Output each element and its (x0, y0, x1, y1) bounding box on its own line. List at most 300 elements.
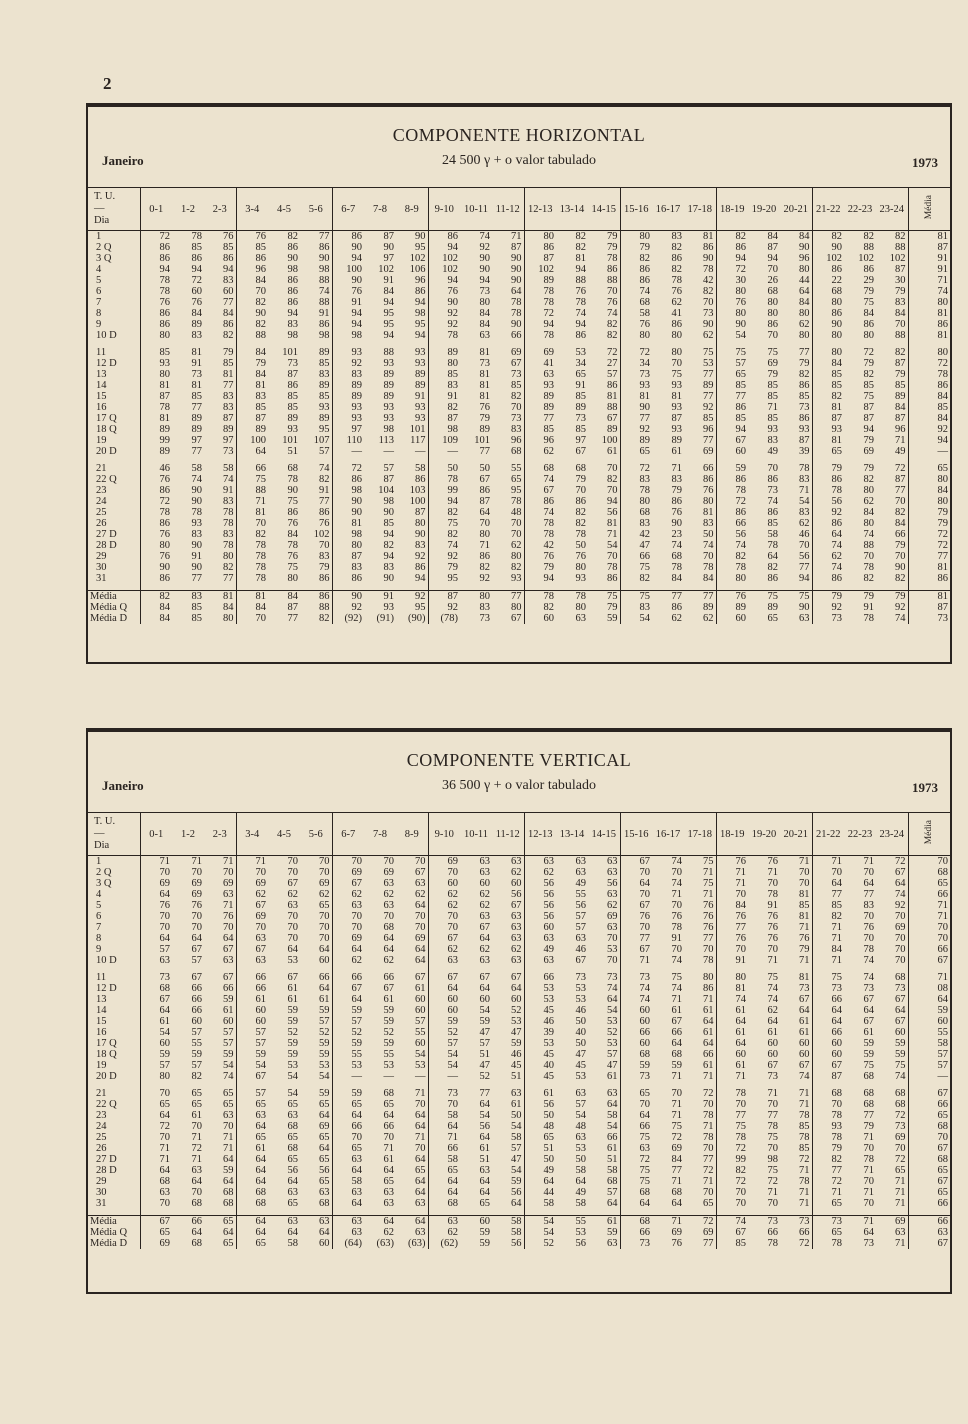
summary-value: 78 (556, 591, 588, 603)
summary-value: 75 (780, 591, 812, 603)
value-cell: 72 (895, 1154, 906, 1165)
value-cell: 98 (287, 264, 298, 275)
value-cell: 65 (287, 1132, 298, 1143)
value-cell: 83 (863, 900, 874, 911)
value-cell: 90 (620, 402, 652, 413)
value-cell: 82 (479, 562, 490, 573)
value-cell: 81 (703, 507, 714, 518)
day-label: 18 Q (96, 424, 117, 435)
value-cell: 46 (140, 463, 172, 474)
value-cell: 71 (812, 1187, 844, 1198)
column-header: 9-10 (428, 813, 460, 856)
value-cell: 94 (575, 319, 586, 330)
value-cell: 94 (428, 275, 460, 286)
value-cell: 59 (191, 1049, 202, 1060)
day-label: 4 (96, 264, 102, 275)
value-cell: 85 (223, 358, 234, 369)
value-cell: 71 (863, 1132, 874, 1143)
value-cell: 70 (332, 911, 364, 922)
value-cell: 67 (287, 878, 298, 889)
value-cell: 67 (716, 435, 748, 446)
value-cell: 78 (236, 551, 268, 562)
value-cell: 59 (895, 1049, 906, 1060)
value-cell: 64 (767, 551, 778, 562)
value-cell: 86 (863, 319, 874, 330)
value-cell: 64 (332, 1110, 364, 1121)
summary-value: 78 (863, 613, 874, 624)
value-cell: 64 (607, 1099, 618, 1110)
value-cell: 71 (191, 856, 202, 867)
value-cell: 90 (812, 242, 844, 253)
value-cell: 49 (767, 446, 778, 457)
summary-value: 65 (767, 613, 778, 624)
value-cell: 70 (767, 330, 778, 341)
value-cell: 70 (223, 1121, 234, 1132)
value-cell: 99 (716, 1154, 748, 1165)
value-cell: 71 (895, 1187, 906, 1198)
value-cell: 85 (511, 380, 522, 391)
value-cell: 70 (319, 911, 330, 922)
value-cell: 76 (524, 551, 556, 562)
value-cell: 68 (383, 1088, 394, 1099)
value-cell: 70 (140, 1132, 172, 1143)
summary-value: 77 (287, 613, 298, 624)
day-label: 1 (96, 856, 102, 867)
value-cell: 89 (415, 380, 426, 391)
value-cell: 60 (223, 286, 234, 297)
value-cell: 67 (620, 856, 652, 868)
day-label: 6 (96, 286, 102, 297)
table-row (88, 933, 950, 944)
value-cell: 70 (191, 1187, 202, 1198)
value-cell: 70 (479, 518, 490, 529)
day-media: 59 (908, 1005, 950, 1016)
value-cell: 72 (140, 1121, 172, 1132)
value-cell: 84 (287, 529, 298, 540)
value-cell: 55 (415, 1027, 426, 1038)
value-cell: 64 (415, 1154, 426, 1165)
table-row (88, 1187, 950, 1198)
summary-value: 82 (140, 591, 172, 603)
value-cell: 54 (287, 1071, 298, 1082)
value-cell: 64 (671, 1198, 682, 1209)
value-cell: 102 (378, 264, 394, 275)
value-cell: 100 (601, 435, 618, 446)
panel-title: COMPONENTE VERTICAL (406, 750, 632, 770)
value-cell: 78 (223, 507, 234, 518)
day-label: 25 (96, 1132, 107, 1143)
value-cell: 72 (620, 1154, 652, 1165)
value-cell: 62 (524, 446, 556, 457)
value-cell: 78 (428, 330, 460, 341)
value-cell: 64 (415, 900, 426, 911)
table-row (88, 231, 950, 243)
value-cell: 65 (140, 1099, 172, 1110)
value-cell: 86 (812, 264, 844, 275)
value-cell: 78 (767, 540, 778, 551)
vertical-data-table (88, 812, 950, 1249)
table-row (88, 1049, 950, 1060)
value-cell: 64 (415, 1187, 426, 1198)
value-cell: 64 (383, 1165, 394, 1176)
summary-value: (64) (332, 1238, 364, 1249)
value-cell: 61 (287, 994, 298, 1005)
day-media: 71 (908, 900, 950, 911)
value-cell: 91 (223, 485, 234, 496)
value-cell: 90 (511, 275, 522, 286)
value-cell: 51 (607, 1154, 618, 1165)
value-cell: 34 (620, 358, 652, 369)
value-cell: 87 (524, 253, 556, 264)
value-cell: 54 (575, 1110, 586, 1121)
column-header: 0-1 (140, 813, 172, 856)
summary-value: 89 (703, 602, 714, 613)
day-media: 71 (908, 911, 950, 922)
value-cell: 72 (703, 1088, 714, 1099)
value-cell: 70 (716, 1099, 748, 1110)
value-cell: 45 (524, 1071, 556, 1082)
value-cell: 99 (428, 485, 460, 496)
value-cell: 63 (620, 1143, 652, 1154)
value-cell: 85 (428, 369, 460, 380)
value-cell: 71 (812, 922, 844, 933)
value-cell: 60 (620, 1038, 652, 1049)
value-cell: 64 (319, 983, 330, 994)
table-row (88, 347, 950, 358)
value-cell: 70 (607, 955, 618, 966)
value-cell: 71 (895, 435, 906, 446)
value-cell: 66 (236, 463, 268, 474)
value-cell: 74 (607, 308, 618, 319)
table-row (88, 369, 950, 380)
value-cell: 85 (716, 413, 748, 424)
value-cell: 88 (863, 242, 874, 253)
value-cell: 90 (511, 264, 522, 275)
column-header: 1-2 (172, 188, 204, 231)
value-cell: 70 (287, 933, 298, 944)
day-label: 22 Q (96, 1099, 117, 1110)
value-cell: 98 (332, 330, 364, 341)
day-label: 27 D (96, 529, 117, 540)
value-cell: 59 (140, 1049, 172, 1060)
value-cell: 80 (575, 562, 586, 573)
value-cell: 62 (428, 944, 460, 955)
value-cell: 54 (511, 1121, 522, 1132)
summary-label: Média D (90, 1238, 128, 1249)
value-cell: 70 (575, 485, 586, 496)
value-cell: 63 (415, 1198, 426, 1209)
day-media: 84 (908, 391, 950, 402)
value-cell: 72 (799, 1154, 810, 1165)
value-cell: 64 (703, 1016, 714, 1027)
column-header: 3-4 (236, 813, 268, 856)
value-cell: 63 (479, 867, 490, 878)
value-cell: 90 (703, 253, 714, 264)
value-cell: 79 (479, 413, 490, 424)
value-cell: 61 (191, 1110, 202, 1121)
value-cell: 78 (703, 1132, 714, 1143)
value-cell: 71 (511, 231, 522, 242)
value-cell: 70 (428, 1099, 460, 1110)
column-header: 11-12 (492, 188, 524, 231)
column-header: 4-5 (268, 188, 300, 231)
value-cell: 74 (223, 1071, 234, 1082)
value-cell: 83 (671, 231, 682, 242)
day-media: 66 (908, 1198, 950, 1209)
value-cell: 80 (620, 496, 652, 507)
column-header: 8-9 (396, 188, 428, 231)
day-media: 79 (908, 507, 950, 518)
value-cell: 65 (236, 1099, 268, 1110)
value-cell: 54 (511, 1165, 522, 1176)
value-cell: 101 (282, 347, 298, 358)
value-cell: 54 (479, 1005, 490, 1016)
value-cell: 74 (479, 231, 490, 242)
value-cell: 66 (191, 1005, 202, 1016)
day-media: 91 (908, 264, 950, 275)
value-cell: 89 (191, 413, 202, 424)
value-cell: 76 (863, 922, 874, 933)
value-cell: 56 (524, 911, 556, 922)
value-cell: 78 (140, 402, 172, 413)
table-row (88, 1121, 950, 1132)
value-cell: 52 (332, 1027, 364, 1038)
value-cell: 57 (607, 369, 618, 380)
value-cell: 69 (140, 878, 172, 889)
value-cell: 64 (428, 1176, 460, 1187)
table-row (88, 264, 950, 275)
value-cell: 64 (287, 944, 298, 955)
value-cell: 83 (223, 275, 234, 286)
value-cell: 77 (620, 413, 652, 424)
value-cell: 64 (236, 446, 268, 457)
header-tu: T. U. (94, 816, 116, 827)
value-cell: 61 (607, 1071, 618, 1082)
value-cell: 74 (671, 955, 682, 966)
value-cell: 59 (671, 1060, 682, 1071)
value-cell: 64 (191, 1176, 202, 1187)
value-cell: 84 (236, 347, 268, 358)
day-media: 65 (908, 1110, 950, 1121)
value-cell: 86 (799, 380, 810, 391)
value-cell: 44 (524, 1187, 556, 1198)
value-cell: 78 (607, 253, 618, 264)
value-cell: 85 (895, 380, 906, 391)
value-cell: 89 (191, 424, 202, 435)
summary-value: 91 (863, 602, 874, 613)
value-cell: 71 (799, 1099, 810, 1110)
value-cell: 90 (799, 242, 810, 253)
value-cell: 86 (799, 413, 810, 424)
value-cell: 77 (863, 1110, 874, 1121)
media-column-header (908, 188, 950, 231)
value-cell: 65 (524, 1132, 556, 1143)
value-cell: 63 (383, 1187, 394, 1198)
value-cell: 86 (415, 562, 426, 573)
day-label: 13 (96, 994, 107, 1005)
day-label: 7 (96, 297, 102, 308)
value-cell: 64 (479, 933, 490, 944)
value-cell: 82 (671, 242, 682, 253)
summary-value: 71 (844, 1216, 876, 1228)
value-cell: 62 (236, 889, 268, 900)
media-header-label: Média (924, 195, 935, 220)
summary-value: 52 (524, 1238, 556, 1249)
value-cell: 77 (812, 1165, 844, 1176)
summary-value: 58 (511, 1227, 522, 1238)
summary-value: 56 (575, 1238, 586, 1249)
value-cell: 65 (428, 1165, 460, 1176)
value-cell: 78 (812, 1110, 844, 1121)
value-cell: 93 (524, 380, 556, 391)
value-cell: 82 (428, 507, 460, 518)
value-cell: 62 (415, 889, 426, 900)
value-cell: 102 (428, 264, 460, 275)
value-cell: 90 (671, 518, 682, 529)
value-cell: 94 (383, 529, 394, 540)
value-cell: 77 (191, 573, 202, 584)
value-cell: 87 (671, 413, 682, 424)
day-label: 12 D (96, 983, 117, 994)
table-row (88, 1154, 950, 1165)
value-cell: 74 (767, 496, 778, 507)
summary-value: 58 (287, 1238, 298, 1249)
summary-value: 86 (300, 591, 332, 603)
value-cell: 95 (383, 308, 394, 319)
value-cell: 95 (415, 319, 426, 330)
value-cell: 90 (236, 308, 268, 319)
value-cell: 70 (236, 518, 268, 529)
value-cell: 92 (428, 319, 460, 330)
value-cell: 47 (575, 1049, 586, 1060)
value-cell: 66 (332, 972, 364, 983)
column-header: 1-2 (172, 813, 204, 856)
value-cell: 70 (236, 867, 268, 878)
value-cell: 89 (415, 369, 426, 380)
summary-value: 54 (524, 1227, 556, 1238)
value-cell: 70 (767, 1143, 778, 1154)
value-cell: 94 (332, 319, 364, 330)
value-cell: 45 (524, 1005, 556, 1016)
value-cell: 67 (332, 983, 364, 994)
value-cell: 56 (799, 551, 810, 562)
value-cell: 82 (236, 319, 268, 330)
value-cell: 93 (332, 402, 364, 413)
column-header: 2-3 (204, 188, 236, 231)
value-cell: 86 (863, 264, 874, 275)
value-cell: 70 (607, 463, 618, 474)
value-cell: 60 (620, 1016, 652, 1027)
value-cell: 89 (332, 380, 364, 391)
summary-value: 63 (575, 613, 586, 624)
value-cell: 70 (428, 867, 460, 878)
value-cell: 86 (479, 485, 490, 496)
table-row (88, 1143, 950, 1154)
value-cell: 68 (319, 1198, 330, 1209)
value-cell: 89 (671, 435, 682, 446)
value-cell: 75 (767, 972, 778, 983)
value-cell: 78 (236, 562, 268, 573)
value-cell: 94 (479, 275, 490, 286)
value-cell: 98 (319, 264, 330, 275)
value-cell: 73 (223, 446, 234, 457)
summary-value: 75 (588, 591, 620, 603)
value-cell: 67 (575, 446, 586, 457)
value-cell: 92 (479, 242, 490, 253)
value-cell: 71 (671, 1071, 682, 1082)
value-cell: 73 (863, 983, 874, 994)
value-cell: 86 (140, 308, 172, 319)
value-cell: 72 (812, 1176, 844, 1187)
value-cell: 53 (607, 944, 618, 955)
value-cell: 30 (716, 275, 748, 286)
value-cell: 61 (319, 994, 330, 1005)
value-cell: 71 (799, 955, 810, 966)
value-cell: 67 (511, 358, 522, 369)
value-cell: 50 (575, 1154, 586, 1165)
value-cell: 54 (799, 496, 810, 507)
value-cell: 68 (767, 286, 778, 297)
value-cell: 81 (479, 369, 490, 380)
value-cell: 85 (140, 347, 172, 358)
value-cell: 45 (511, 1060, 522, 1071)
summary-media: 63 (908, 1227, 950, 1238)
value-cell: 60 (319, 955, 330, 966)
day-media: 86 (908, 319, 950, 330)
value-cell: 86 (671, 253, 682, 264)
value-cell: 93 (140, 358, 172, 369)
value-cell: 71 (799, 1165, 810, 1176)
summary-value: 64 (364, 1216, 396, 1228)
value-cell: 75 (812, 972, 844, 983)
day-media: 80 (908, 297, 950, 308)
day-media: 68 (908, 867, 950, 878)
value-cell: 82 (812, 231, 844, 243)
value-cell: 53 (575, 1071, 586, 1082)
day-media: 72 (908, 358, 950, 369)
value-cell: 67 (575, 955, 586, 966)
value-cell: 65 (191, 1088, 202, 1099)
value-cell: 61 (140, 1016, 172, 1027)
value-cell: 89 (383, 380, 394, 391)
column-header: 22-23 (844, 188, 876, 231)
value-cell: 71 (703, 1176, 714, 1187)
column-header: 16-17 (652, 188, 684, 231)
media-column-header (908, 813, 950, 856)
summary-value: 65 (236, 1238, 268, 1249)
value-cell: 61 (524, 1088, 556, 1099)
value-cell: 56 (716, 529, 748, 540)
table-row (88, 562, 950, 573)
value-cell: 71 (671, 1110, 682, 1121)
value-cell: 70 (607, 551, 618, 562)
value-cell: 74 (895, 1071, 906, 1082)
day-label: 15 (96, 391, 107, 402)
value-cell: 76 (223, 911, 234, 922)
value-cell: 76 (716, 933, 748, 944)
value-cell: 57 (191, 955, 202, 966)
value-cell: 23 (671, 529, 682, 540)
summary-value: 67 (716, 1227, 748, 1238)
day-media: 70 (908, 856, 950, 868)
value-cell: 59 (511, 1038, 522, 1049)
value-cell: 92 (332, 358, 364, 369)
value-cell: 52 (511, 1005, 522, 1016)
column-header: 14-15 (588, 188, 620, 231)
table-row (88, 1110, 950, 1121)
value-cell: 66 (895, 529, 906, 540)
day-media: 65 (908, 463, 950, 474)
